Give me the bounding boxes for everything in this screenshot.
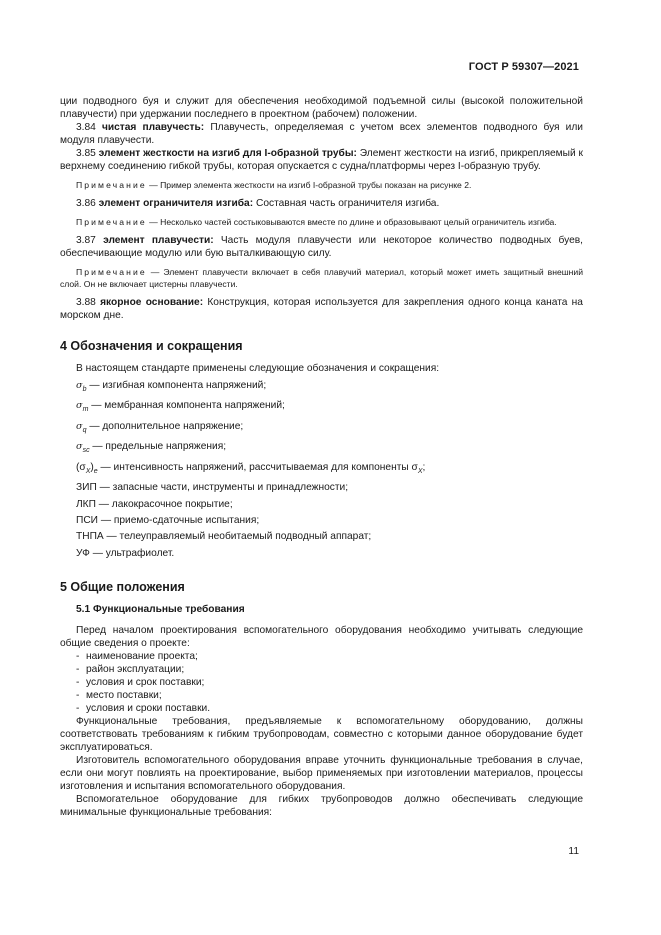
list-item [60, 689, 583, 702]
definition-3-88 [60, 296, 583, 322]
symbol-text: — интенсивность напряжений, рассчитываемая для компоненты σ [100, 461, 418, 473]
section-5-title: 5 Общие положения [60, 580, 185, 595]
def-text: Элемент жесткости на изгиб, прикрепляемый к верхнему соединению гибкой трубы, которая опускается с судна/платформы через I-образную трубу. [60, 148, 583, 172]
symbol-subscript: sc [82, 447, 90, 455]
def-number: 3.85 [76, 148, 96, 159]
page-number: 11 [568, 846, 579, 857]
list-item [60, 676, 583, 689]
list-item-text: наименование проекта; [86, 651, 198, 663]
symbol-sigma-m [76, 398, 583, 418]
project-info-list [60, 650, 583, 715]
note-text: — Пример элемента жесткости на изгиб I-образной трубы показан на рисунке 2. [149, 180, 472, 190]
note-3-87 [60, 266, 583, 290]
symbol: (σ [76, 461, 86, 473]
symbol-sigma-b [76, 378, 583, 398]
note-label: Примечание [76, 267, 147, 277]
abbrev-lkp: ЛКП — лакокрасочное покрытие; [76, 498, 233, 510]
section-5-paragraph: Функциональные требования, предъявляемые к вспомогательному оборудованию, должны соответствовать требованиям к гибким трубопроводам, совместно с которыми данное оборудование будет эксплуатироваться. [60, 716, 583, 754]
note-text: — Несколько частей состыковываются вместе по длине и образовывают целый ограничитель изгиба. [149, 217, 557, 227]
abbrev-tnpa: ТНПА — телеуправляемый необитаемый подводный аппарат; [76, 531, 372, 543]
section-5-paragraph: Перед началом проектирования вспомогательного оборудования необходимо учитывать следующие общие сведения о проекте: [60, 625, 583, 650]
abbrev-uf: УФ — ультрафиолет. [76, 547, 175, 559]
page-content [60, 95, 583, 819]
list-item-text: условия и сроки поставки. [86, 703, 211, 715]
note-label: Примечание [76, 217, 147, 227]
def-term: элемент плавучести: [103, 235, 214, 246]
list-item [60, 702, 583, 715]
symbol-end: ; [422, 461, 426, 473]
list-item-text: место поставки; [86, 690, 162, 702]
def-text: Плавучесть, определяемая с учетом всех элементов подводного буя или модуля плавучести. [60, 122, 583, 146]
symbol-subscript: X [417, 467, 423, 475]
list-item [60, 663, 583, 676]
list-item [60, 650, 583, 663]
symbol-text: — изгибная компонента напряжений; [89, 380, 267, 391]
symbol-subscript: X [85, 467, 91, 475]
symbol: σ [76, 420, 83, 432]
abbrev-psi: ПСИ — приемо-сдаточные испытания; [76, 515, 260, 526]
def-term: чистая плавучесть: [101, 122, 205, 133]
def-number: 3.86 [76, 198, 96, 209]
note-3-86 [60, 216, 583, 228]
note-text: — Элемент плавучести включает в себя плавучий материал, который может иметь защитный внешний слой. Он не включает цистерны плавучести. [60, 267, 584, 289]
def-term: якорное основание: [100, 297, 204, 308]
symbol-intensity [76, 460, 583, 480]
definition-3-87 [60, 234, 583, 260]
section-5-paragraph: Изготовитель вспомогательного оборудования вправе уточнить функциональные требования в случае, если они могут повлиять на проектирование, выбор применяемых при изготовлении материалов, процессы изготовления и испытания вспомогательного оборудования. [60, 755, 583, 793]
def-term: элемент ограничителя изгиба: [98, 198, 254, 209]
definition-3-85 [60, 147, 583, 173]
symbol-text: — мембранная компонента напряжений; [91, 400, 285, 412]
section-4-intro: В настоящем стандарте применены следующие обозначения и сокращения: [76, 363, 440, 374]
symbol-paren: ) [90, 461, 94, 473]
symbol-subscript: b [82, 386, 87, 394]
subsection-5-1-title: 5.1 Функциональные требования [76, 604, 245, 616]
symbol: σ [76, 380, 83, 391]
symbol: σ [76, 400, 83, 412]
symbol-sigma-q [76, 419, 583, 439]
symbol-subscript: m [82, 406, 89, 414]
symbol-subscript: q [82, 426, 87, 434]
note-label: Примечание [76, 180, 147, 190]
continuation-text: ции подводного буя и служит для обеспечения необходимой подъемной силы (высокой положительной плавучести) при удержании последнего в проектном (рабочем) положении. [60, 96, 583, 120]
symbol-subscript: e [93, 467, 98, 475]
section-5-paragraph: Вспомогательное оборудование для гибких трубопроводов должно обеспечивать следующие минимальные функциональные требования: [60, 794, 583, 819]
def-number: 3.87 [76, 235, 96, 246]
def-text: Составная часть ограничителя изгиба. [255, 198, 440, 209]
definition-3-84 [60, 121, 583, 147]
def-number: 3.88 [76, 297, 96, 308]
def-number: 3.84 [76, 122, 96, 133]
def-text: Часть модуля плавучести или некоторое количество подводных буев, обеспечивающие модулю или бую выталкивающую силу. [60, 235, 583, 259]
list-item-text: условия и срок поставки; [86, 677, 205, 689]
note-3-85 [60, 179, 583, 191]
section-4-title: 4 Обозначения и сокращения [60, 339, 243, 353]
def-text: Конструкция, которая используется для закрепления одного конца каната на морском дне. [60, 297, 583, 321]
symbol-sigma-sc [76, 439, 583, 459]
definition-3-86 [60, 197, 583, 210]
symbol-text: — дополнительное напряжение; [89, 420, 244, 432]
abbrev-zip: ЗИП — запасные части, инструменты и принадлежности; [76, 482, 349, 494]
symbol-text: — предельные напряжения; [92, 441, 227, 453]
list-item-text: район эксплуатации; [86, 664, 185, 676]
document-header: ГОСТ Р 59307—2021 [468, 61, 579, 73]
symbol: σ [76, 441, 83, 453]
def-term: элемент жесткости на изгиб для I-образной трубы: [98, 148, 357, 159]
